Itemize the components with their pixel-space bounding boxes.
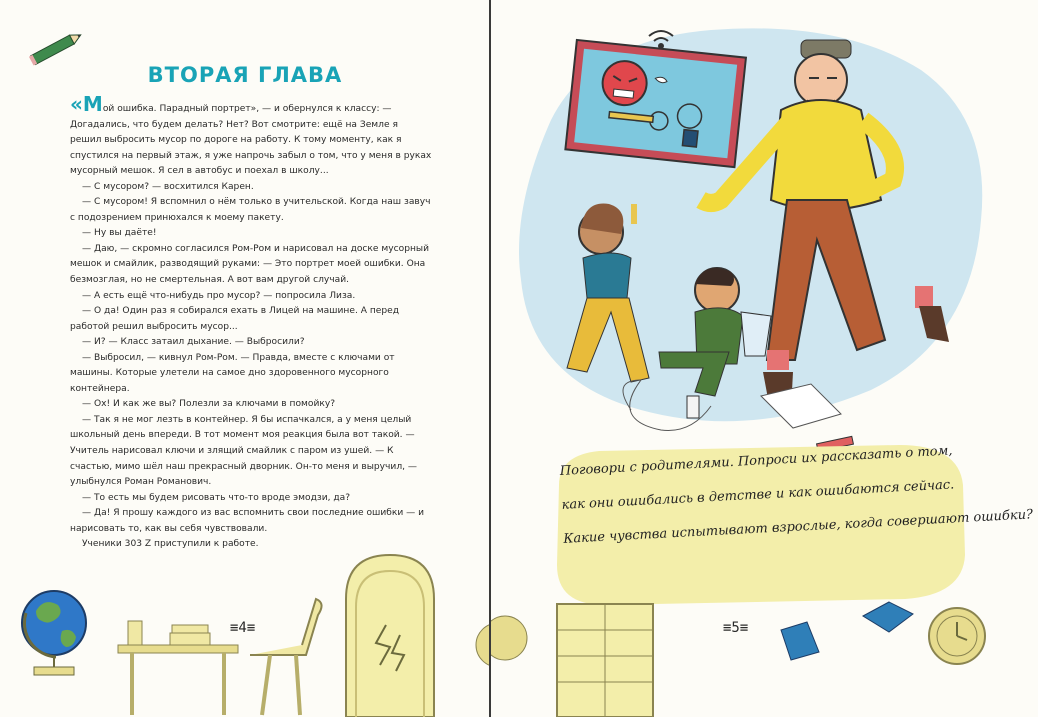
page-number: ≡5≡	[723, 620, 749, 636]
page-number: ≡4≡	[230, 620, 256, 636]
desk-icon	[118, 621, 238, 715]
screen-illustration	[565, 40, 746, 167]
paragraph: — А есть ещё что-нибудь про мусор? — попросила Лиза.	[82, 290, 356, 301]
paragraph: — Ох! И как же вы? Полезли за ключами в помойку?	[82, 399, 336, 410]
paragraph: «Мой ошибка. Парадный портрет», — и обернулся к классу: — Догадались, что будем делать? Нет? Вот смотрите: ещё на Земле я решил выбросить мусор по дороге на работу. К тому моменту, как я спустился на первый этаж, я уже напрочь забыл о том, что у меня в руках мусорный мешок. Я сел в автобус и поехал в школу...	[70, 92, 432, 177]
paragraph: — О да! Один раз я собирался ехать в Лицей на машине. А перед работой решил выбросить мусор...	[70, 306, 400, 332]
quote-mark: «	[70, 92, 83, 116]
paragraph: — С мусором? — восхитился Карен.	[82, 181, 254, 192]
paragraph: — То есть мы будем рисовать что-то вроде эмодзи, да?	[82, 492, 351, 503]
bottom-props	[491, 590, 1038, 717]
paragraph: — Так я не мог лезть в контейнер. Я бы испачкался, а у меня целый школьный день впереди. В тот момент моя реакция была вот такой. — Учитель нарисовал ключи и злящий смайлик с паром из ушей. — К счастью, мимо шёл наш прекрасный дворник. Он-то меня и выручил, — улыбнулся Роман Романович.	[70, 414, 418, 488]
door-icon	[346, 555, 434, 717]
body-text	[70, 92, 432, 553]
task-line: Какие чувства испытывают взрослые, когда совершают ошибки?	[563, 507, 1034, 547]
left-page	[0, 0, 490, 717]
pencil-icon	[24, 28, 88, 68]
chair-icon	[250, 599, 322, 715]
chapter-title: ВТОРАЯ ГЛАВА	[147, 63, 343, 87]
right-page	[491, 0, 1038, 717]
paragraph: — И? — Класс затаил дыхание. — Выбросили?	[82, 337, 305, 348]
paragraph: — Да! Я прошу каждого из вас вспомнить свои последние ошибки — и нарисовать то, как вы себя чувствовали.	[70, 508, 425, 534]
bookshelf-icon	[557, 604, 653, 717]
task-text	[559, 434, 1034, 557]
task-line: как они ошибались в детстве и как ошибаются сейчас.	[561, 477, 955, 513]
globe-icon	[22, 591, 86, 675]
task-line: Поговори с родителями. Попроси их рассказать о том,	[559, 443, 953, 479]
paragraph: — Даю, — скромно согласился Ром-Ром и нарисовал на доске мусорный мешок и смайлик, разводящий руками: — Это портрет моей ошибки. Она безмозглая, но не смертельная. А вот вам другой случай.	[70, 243, 430, 286]
paragraph: Ученики 303 Z приступили к работе.	[82, 539, 259, 550]
drop-cap: М	[82, 92, 103, 116]
paragraph: — Ну вы даёте!	[82, 228, 157, 239]
main-illustration	[491, 0, 1038, 460]
paragraph: — Выбросил, — кивнул Ром-Ром. — Правда, вместе с ключами от машины. Которые улетели на самое дно здоровенного мусорного контейнера.	[70, 352, 395, 394]
clock-icon	[929, 608, 985, 664]
book-icon	[781, 602, 913, 660]
paragraph: — С мусором! Я вспомнил о нём только в учительской. Когда наш завуч с подозрением принюхался к моему пакету.	[70, 197, 431, 223]
